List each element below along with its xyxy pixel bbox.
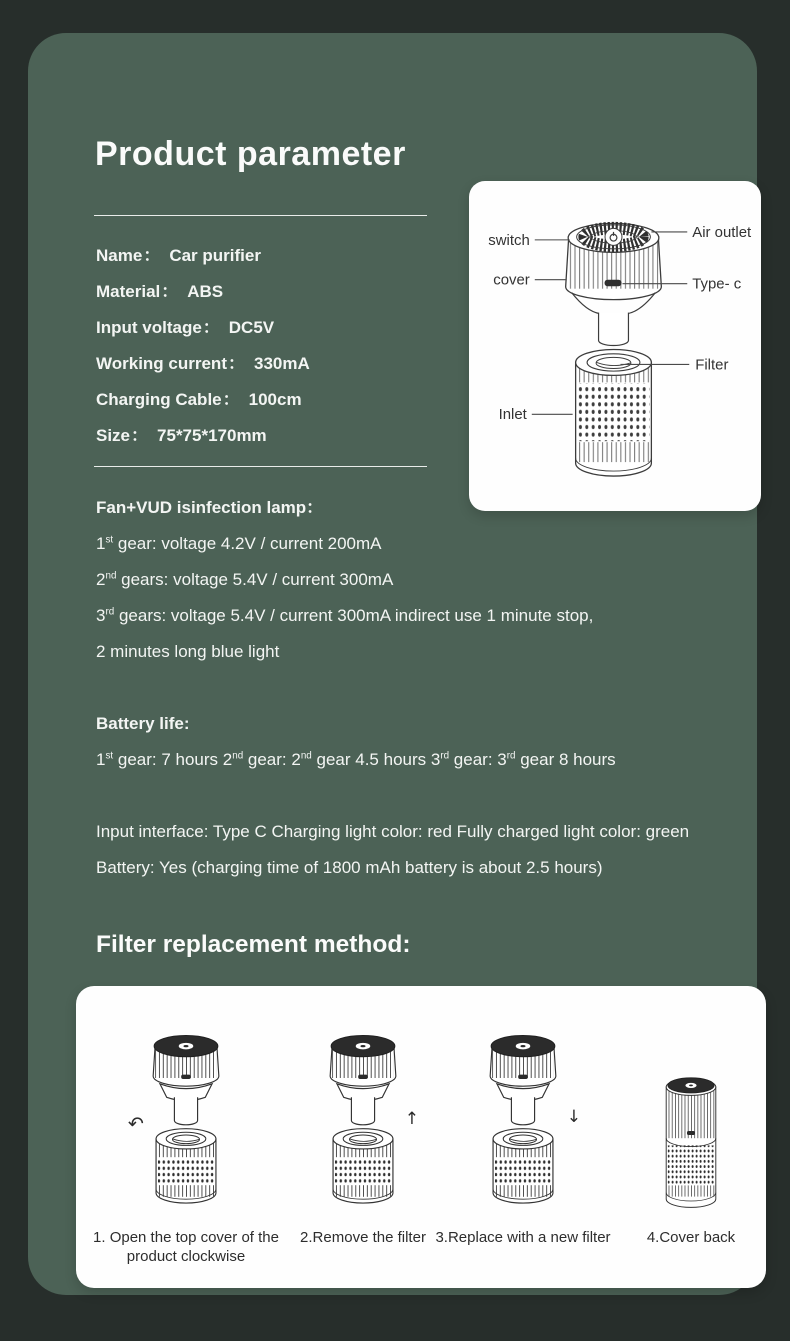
spec-label: Charging Cable	[96, 390, 222, 409]
arrow-down-icon: ↓	[566, 1107, 581, 1127]
purifier-opened-drawing	[305, 1021, 421, 1219]
fan-lamp-line: 1st gear: voltage 4.2V / current 200mA	[96, 534, 382, 553]
fan-lamp-line: 3rd gears: voltage 5.4V / current 300mA indirect use 1 minute stop,	[96, 606, 594, 625]
spec-list	[96, 238, 310, 454]
battery-life-line: 1st gear: 7 hours 2nd gear: 2nd gear 4.5 hours 3rd gear: 3rd gear 8 hours	[96, 750, 616, 769]
battery-life-heading: Battery life:	[96, 714, 190, 733]
step-2-illustration	[305, 1017, 421, 1219]
section-title-filter-replacement: Filter replacement method:	[96, 931, 411, 958]
step-3-illustration	[465, 1017, 581, 1219]
spec-row-input-voltage: Input voltage： DC5V	[96, 318, 275, 337]
spec-label: Size	[96, 426, 131, 445]
spec-row-name: Name： Car purifier	[96, 246, 261, 265]
fan-lamp-heading: Fan+VUD isinfection lamp：	[96, 498, 324, 517]
spec-label: Input voltage	[96, 318, 202, 337]
diagram-label-inlet: Inlet	[498, 406, 527, 424]
section-battery-life	[96, 706, 616, 778]
fan-lamp-line: 2 minutes long blue light	[96, 642, 280, 661]
step-4-illustration	[643, 1017, 739, 1219]
steps-card	[76, 986, 766, 1288]
purifier-opened-drawing	[128, 1021, 244, 1219]
charging-line-1: Input interface: Type C Charging light color: red Fully charged light color: green	[96, 822, 690, 841]
diagram-label-switch: switch	[488, 231, 530, 249]
spec-value: 330mA	[253, 354, 310, 373]
diagram-label-type-c: Type- c	[692, 275, 742, 293]
step-caption: 4.Cover back	[646, 1229, 736, 1246]
step-caption: 1. Open the top cover of the product clockwise	[93, 1229, 279, 1265]
spec-row-working-current: Working current： 330mA	[96, 354, 310, 373]
page-title: Product parameter	[95, 135, 406, 173]
spec-label: Name	[96, 246, 143, 265]
step-3	[430, 1017, 616, 1247]
charging-line-2: Battery: Yes (charging time of 1800 mAh battery is about 2.5 hours)	[96, 858, 603, 877]
rotate-counterclockwise-icon: ↶	[128, 1113, 144, 1135]
spec-label: Working current	[96, 354, 227, 373]
step-2	[296, 1017, 430, 1247]
diagram-label-cover: cover	[493, 271, 530, 289]
spec-row-size: Size： 75*75*170mm	[96, 426, 267, 445]
diagram-label-air-outlet: Air outlet	[692, 223, 752, 241]
main-panel	[28, 33, 757, 1295]
diagram-card	[469, 181, 761, 511]
purifier-assembled-drawing	[643, 1055, 739, 1219]
step-4	[616, 1017, 766, 1247]
spec-value: 75*75*170mm	[157, 426, 267, 445]
step-caption: 2.Remove the filter	[300, 1229, 426, 1246]
fan-lamp-line: 2nd gears: voltage 5.4V / current 300mA	[96, 570, 394, 589]
spec-row-charging-cable: Charging Cable： 100cm	[96, 390, 302, 409]
power-button	[605, 228, 622, 245]
section-fan-lamp	[96, 490, 593, 670]
spec-value: Car purifier	[169, 246, 261, 265]
step-1-illustration	[128, 1017, 244, 1219]
step-caption: 3.Replace with a new filter	[435, 1229, 611, 1246]
spec-value: DC5V	[228, 318, 275, 337]
spec-label: Material	[96, 282, 161, 301]
section-charging	[96, 814, 689, 886]
spec-value: 100cm	[248, 390, 302, 409]
purifier-opened-drawing	[465, 1021, 581, 1219]
divider-top	[94, 215, 427, 216]
arrow-up-icon: ↑	[404, 1109, 419, 1129]
spec-value: ABS	[187, 282, 224, 301]
divider-specs-bottom	[94, 466, 427, 467]
diagram-label-filter: Filter	[695, 356, 729, 374]
purifier-exploded-diagram	[469, 181, 761, 511]
spec-row-material: Material： ABS	[96, 282, 224, 301]
step-1	[76, 1017, 296, 1266]
